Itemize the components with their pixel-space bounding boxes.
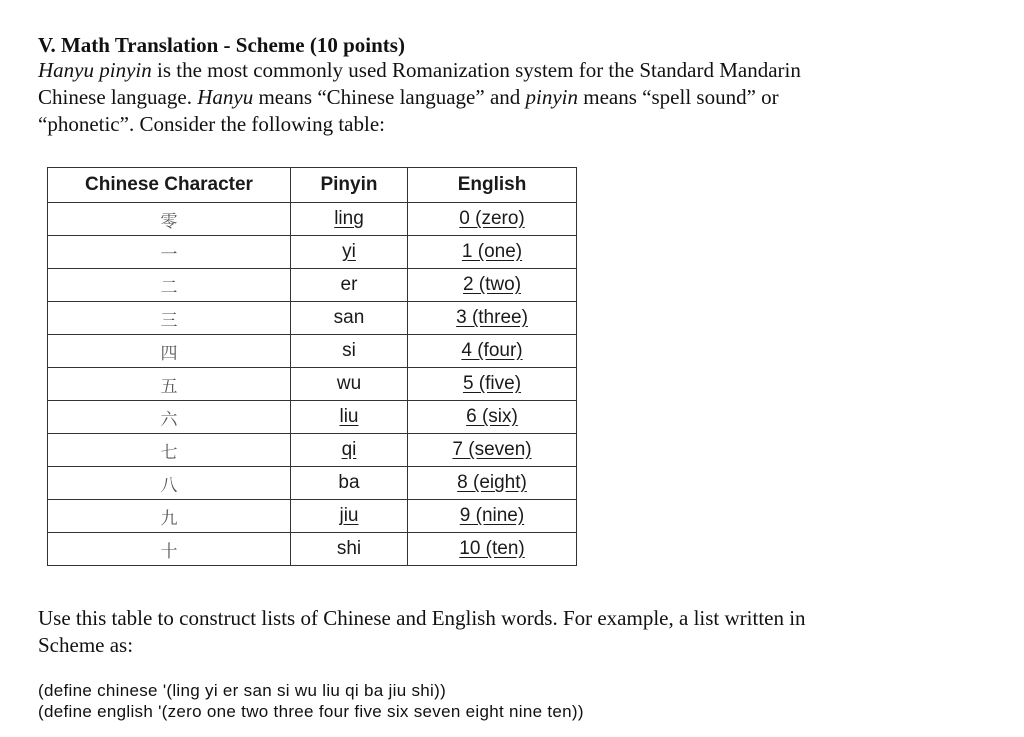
header-chinese-character: Chinese Character — [48, 168, 291, 203]
scheme-code-block — [38, 680, 584, 722]
intro-line-1-text: is the most commonly used Romanization system for the Standard Mandarin — [151, 58, 801, 82]
code-define-chinese: (define chinese '(ling yi er san si wu liu qi ba jiu shi)) — [38, 681, 447, 700]
cell-english: 3 (three) — [408, 302, 577, 335]
table-row — [48, 434, 577, 467]
table-row — [48, 500, 577, 533]
table-header-row — [48, 168, 577, 203]
intro-line-2-mid: means “Chinese language” and — [253, 85, 526, 109]
cell-pinyin: qi — [291, 434, 408, 467]
cell-pinyin: wu — [291, 368, 408, 401]
table-row — [48, 203, 577, 236]
cell-english: 2 (two) — [408, 269, 577, 302]
header-pinyin: Pinyin — [291, 168, 408, 203]
cell-character: 二 — [48, 269, 291, 302]
section-heading: V. Math Translation - Scheme (10 points) — [38, 33, 405, 57]
intro-line-2-start: Chinese language. — [38, 85, 198, 109]
table-row — [48, 533, 577, 566]
cell-english: 9 (nine) — [408, 500, 577, 533]
cell-english: 6 (six) — [408, 401, 577, 434]
intro-line-2-end: means “spell sound” or — [578, 85, 779, 109]
cell-character: 九 — [48, 500, 291, 533]
usage-line-1: Use this table to construct lists of Chinese and English words. For example, a list written in — [38, 606, 806, 630]
table-row — [48, 236, 577, 269]
usage-paragraph — [38, 605, 938, 659]
cell-pinyin: yi — [291, 236, 408, 269]
cell-character: 八 — [48, 467, 291, 500]
intro-paragraph — [38, 57, 938, 138]
cell-character: 三 — [48, 302, 291, 335]
intro-line-1 — [38, 57, 938, 84]
cell-pinyin: san — [291, 302, 408, 335]
cell-character: 零 — [48, 203, 291, 236]
cell-pinyin: ba — [291, 467, 408, 500]
cell-pinyin: liu — [291, 401, 408, 434]
cell-pinyin: shi — [291, 533, 408, 566]
cell-character: 一 — [48, 236, 291, 269]
cell-pinyin: ling — [291, 203, 408, 236]
term-hanyu-pinyin: Hanyu pinyin — [38, 58, 152, 82]
cell-pinyin: jiu — [291, 500, 408, 533]
cell-english: 4 (four) — [408, 335, 577, 368]
cell-english: 5 (five) — [408, 368, 577, 401]
term-pinyin: pinyin — [525, 85, 579, 109]
cell-character: 七 — [48, 434, 291, 467]
cell-english: 10 (ten) — [408, 533, 577, 566]
cell-character: 六 — [48, 401, 291, 434]
table-row — [48, 335, 577, 368]
pinyin-table — [47, 167, 577, 566]
header-english: English — [408, 168, 577, 203]
table-row — [48, 302, 577, 335]
code-define-english: (define english '(zero one two three four five six seven eight nine ten)) — [38, 702, 584, 721]
cell-character: 五 — [48, 368, 291, 401]
table-row — [48, 368, 577, 401]
intro-line-3: “phonetic”. Consider the following table: — [38, 112, 385, 136]
cell-character: 四 — [48, 335, 291, 368]
table-row — [48, 269, 577, 302]
cell-english: 8 (eight) — [408, 467, 577, 500]
term-hanyu: Hanyu — [197, 85, 254, 109]
intro-line-2 — [38, 84, 938, 111]
cell-character: 十 — [48, 533, 291, 566]
table-row — [48, 401, 577, 434]
usage-line-2: Scheme as: — [38, 633, 134, 657]
cell-english: 0 (zero) — [408, 203, 577, 236]
cell-english: 7 (seven) — [408, 434, 577, 467]
table-row — [48, 467, 577, 500]
cell-pinyin: er — [291, 269, 408, 302]
cell-english: 1 (one) — [408, 236, 577, 269]
cell-pinyin: si — [291, 335, 408, 368]
